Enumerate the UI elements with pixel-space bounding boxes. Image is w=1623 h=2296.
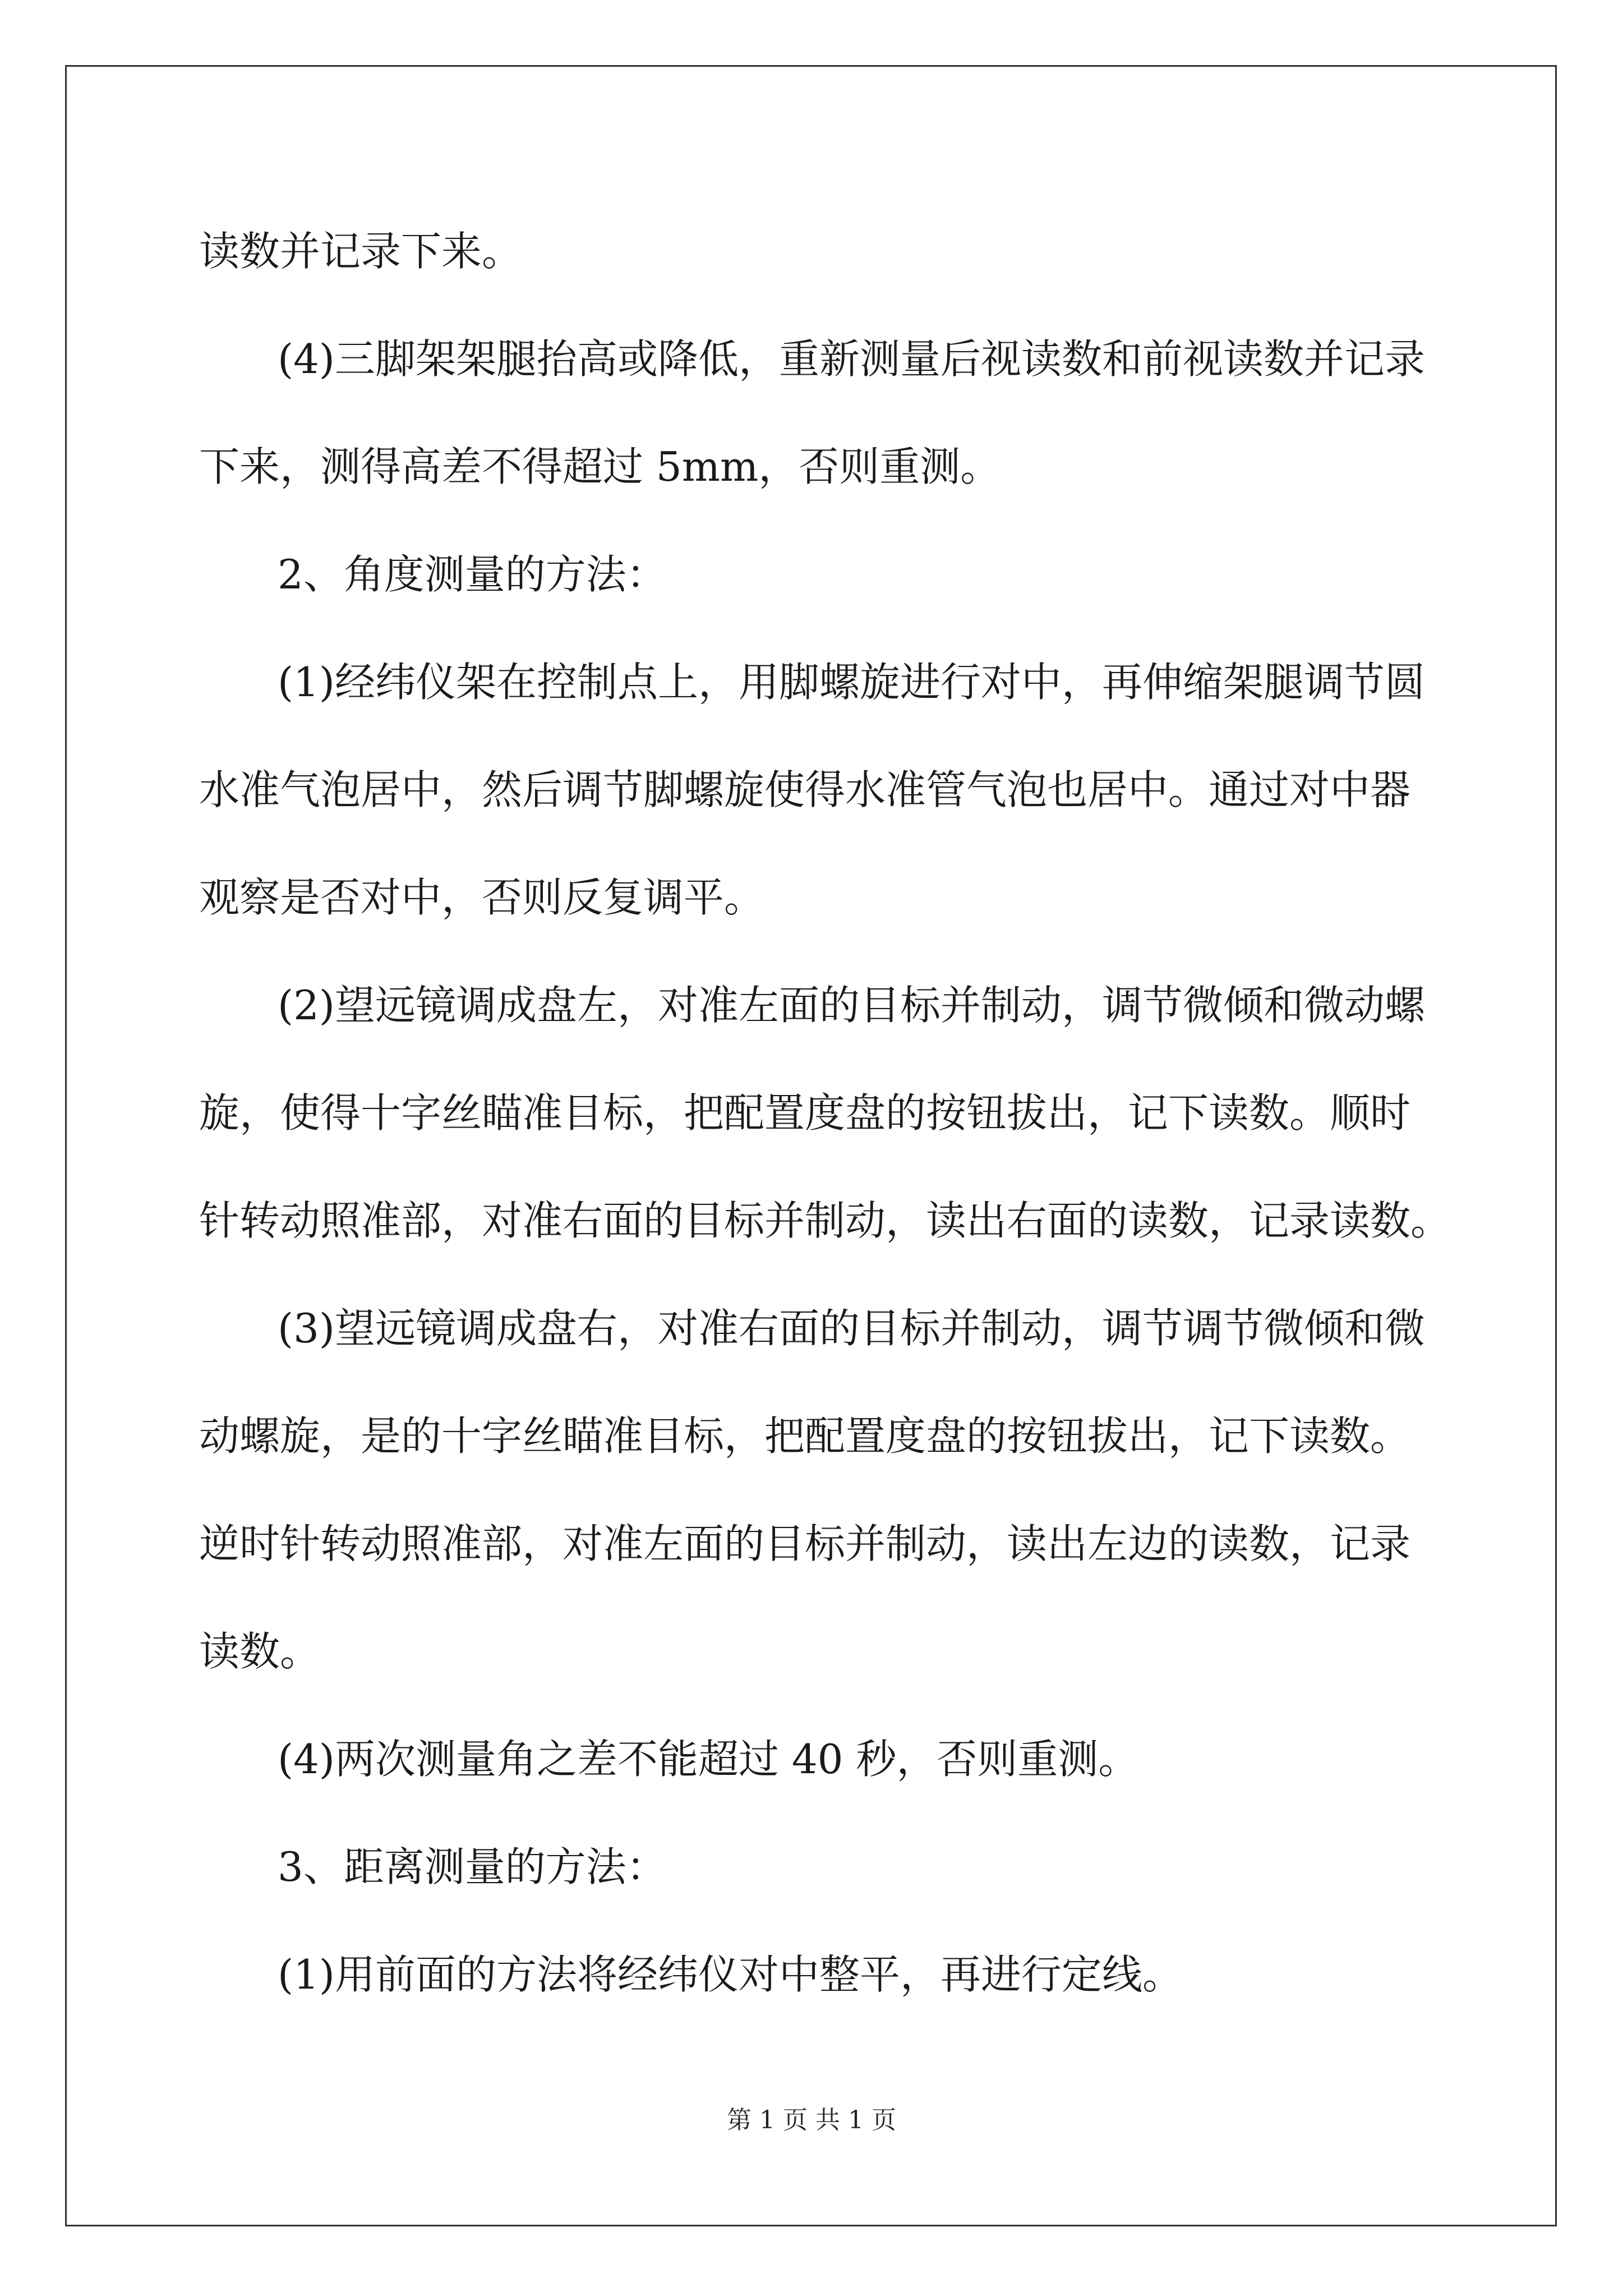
text-line: (1)用前面的方法将经纬仪对中整平，再进行定线。 (278, 1951, 1183, 1998)
text-line: 水准气泡居中，然后调节脚螺旋使得水准管气泡也居中。通过对中器 (199, 766, 1411, 813)
text-line: (3)望远镜调成盘右，对准右面的目标并制动，调节调节微倾和微 (278, 1305, 1425, 1352)
text-line: 逆时针转动照准部，对准左面的目标并制动，读出左边的读数，记录 (199, 1520, 1411, 1567)
text-line: 观察是否对中，否则反复调平。 (199, 874, 765, 921)
text-line: 读数并记录下来。 (199, 228, 523, 275)
text-line: (4)三脚架架腿抬高或降低，重新测量后视读数和前视读数并记录 (278, 335, 1425, 383)
text-line: 动螺旋，是的十字丝瞄准目标，把配置度盘的按钮拔出，记下读数。 (199, 1412, 1411, 1460)
text-line: (2)望远镜调成盘左，对准左面的目标并制动，调节微倾和微动螺 (278, 982, 1425, 1029)
document-body (199, 197, 1458, 2028)
text-line: 读数。 (199, 1628, 321, 1675)
page-footer: 第 1 页 共 1 页 (727, 2106, 896, 2134)
text-line: 下来，测得高差不得超过 5mm，否则重测。 (199, 443, 1001, 490)
text-line: 针转动照准部，对准右面的目标并制动，读出右面的读数，记录读数。 (199, 1197, 1451, 1244)
text-line: (4)两次测量角之差不能超过 40 秒，否则重测。 (278, 1736, 1139, 1783)
text-line: (1)经纬仪架在控制点上，用脚螺旋进行对中，再伸缩架腿调节圆 (278, 659, 1425, 706)
section-heading: 2、角度测量的方法： (278, 551, 667, 598)
section-heading: 3、距离测量的方法： (278, 1843, 667, 1890)
text-line: 旋，使得十字丝瞄准目标，把配置度盘的按钮拔出，记下读数。顺时 (199, 1089, 1411, 1137)
